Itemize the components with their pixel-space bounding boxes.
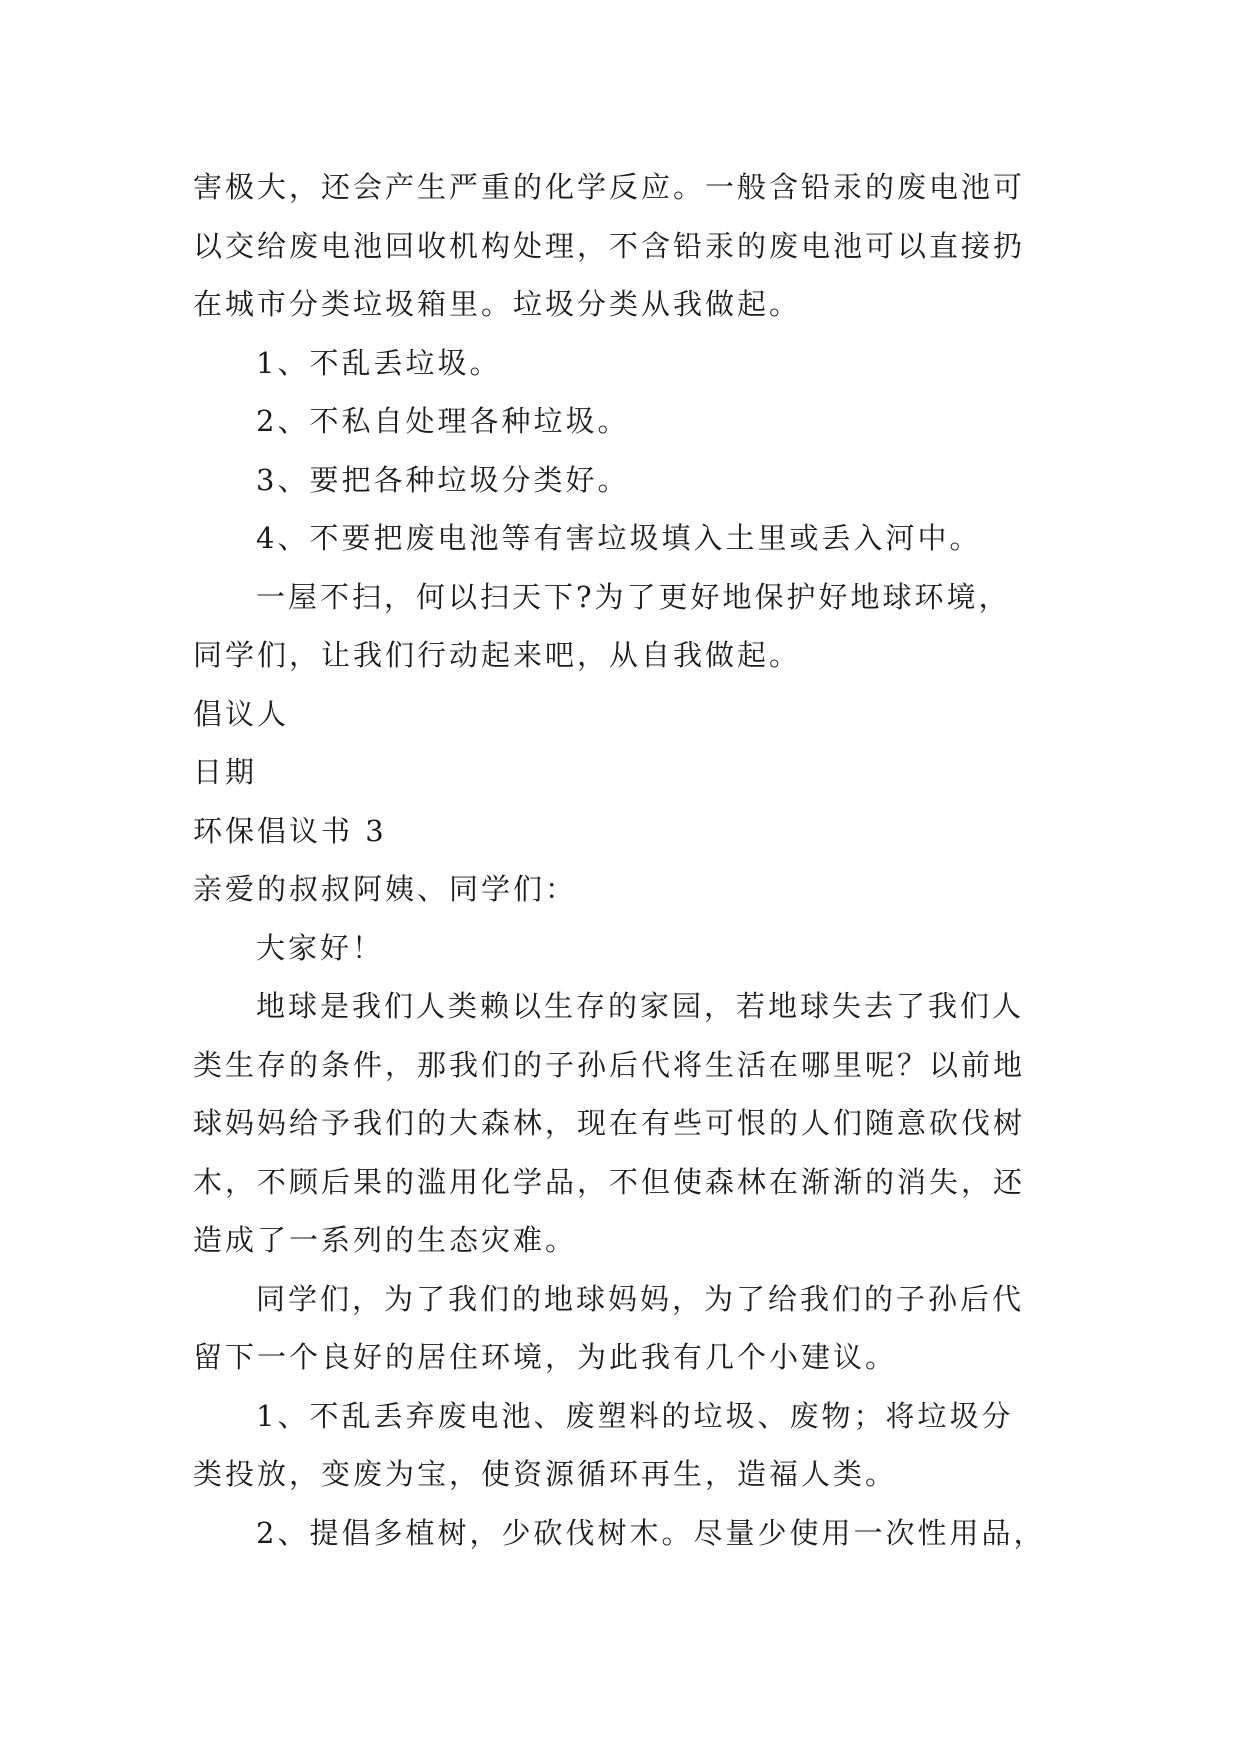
list-item: 1、不乱丢垃圾。 [256,345,502,380]
list-item: 2、不私自处理各种垃圾。 [256,404,630,438]
text-line: 球妈妈给予我们的大森林，现在有些可恨的人们随意砍伐树 [193,1106,1026,1140]
section-title: 环保倡议书 3 [193,813,387,848]
date-label: 日期 [193,755,258,789]
text-line: 害极大，还会产生严重的化学反应。一般含铅汞的废电池可 [193,170,1026,204]
text-line: 地球是我们人类赖以生存的家园，若地球失去了我们人 [256,989,1025,1023]
text-line: 同学们，为了我们的地球妈妈，为了给我们的子孙后代 [256,1281,1025,1316]
list-item: 1、不乱丢弃废电池、废塑料的垃圾、废物；将垃圾分 [256,1398,1014,1433]
signature-label: 倡议人 [193,696,290,731]
text-line: 造成了一系列的生态灾难。 [193,1223,578,1257]
document-page [193,158,1073,1562]
list-item: 4、不要把废电池等有害垃圾填入土里或丢入河中。 [256,521,982,555]
salutation: 亲爱的叔叔阿姨、同学们： [193,872,578,906]
list-item: 3、要把各种垃圾分类好。 [256,462,630,497]
text-line: 留下一个良好的居住环境，为此我有几个小建议。 [193,1340,898,1374]
list-item: 2、提倡多植树，少砍伐树木。尽量少使用一次性用品， [256,1515,1046,1550]
text-line: 类投放，变废为宝，使资源循环再生，造福人类。 [193,1457,898,1491]
text-line: 同学们，让我们行动起来吧，从自我做起。 [193,638,802,672]
greeting: 大家好！ [256,930,385,965]
text-line: 以交给废电池回收机构处理，不含铅汞的废电池可以直接扔 [193,228,1026,263]
text-line: 木，不顾后果的滥用化学品，不但使森林在渐渐的消失，还 [193,1164,1026,1199]
text-line: 在城市分类垃圾箱里。垃圾分类从我做起。 [193,287,802,321]
text-line: 类生存的条件，那我们的子孙后代将生活在哪里呢？以前地 [193,1047,1026,1082]
text-line: 一屋不扫，何以扫天下?为了更好地保护好地球环境， [256,579,1011,614]
